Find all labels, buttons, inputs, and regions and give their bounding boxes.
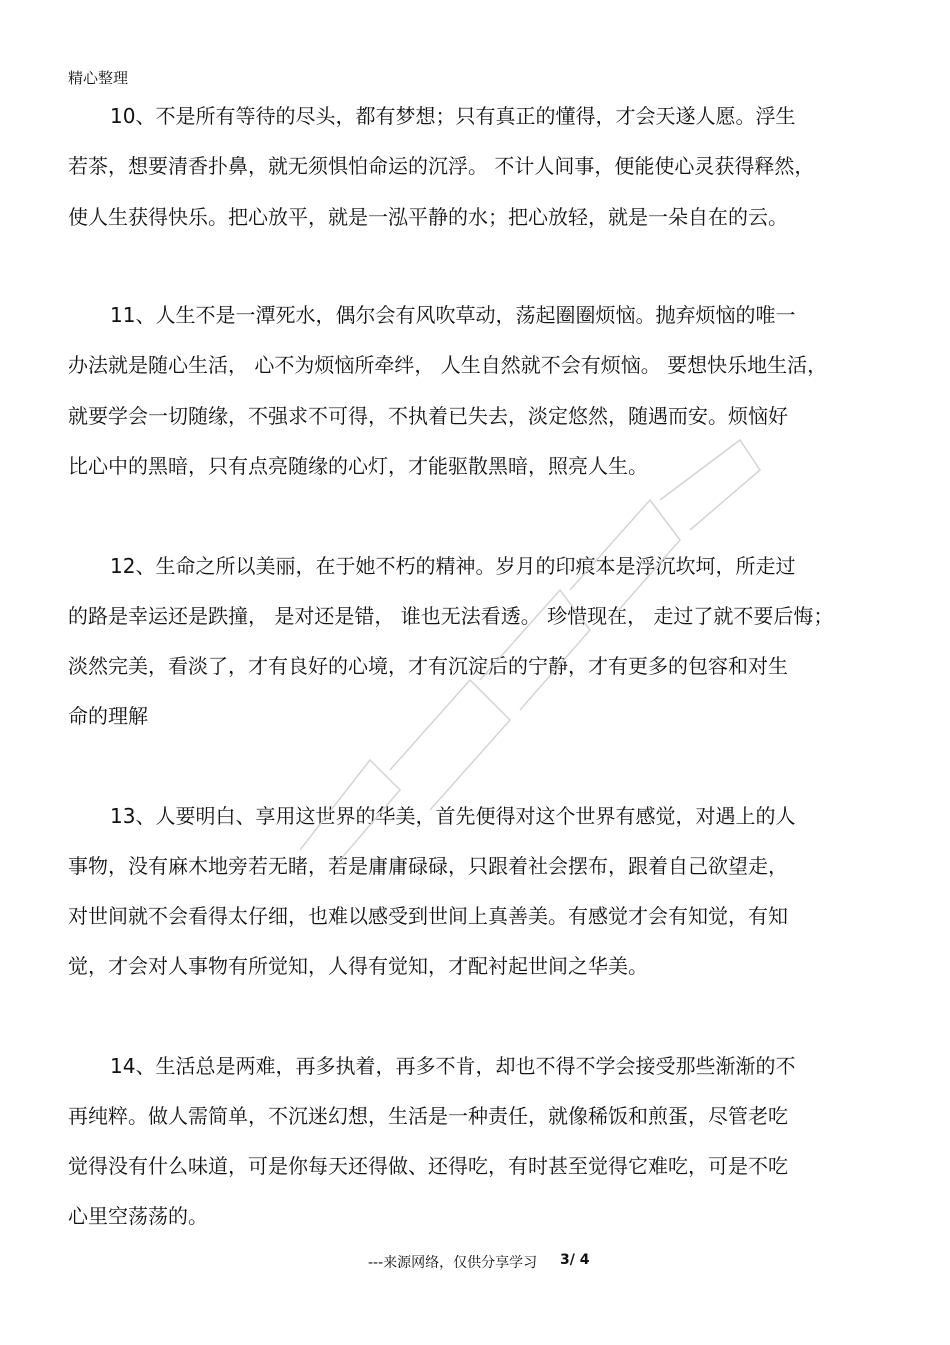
text-line: 对世间就不会看得太仔细，也难以感受到世间上真善美。有感觉才会有知觉，有知 [68, 904, 788, 928]
text-line: 再纯粹。做人需简单，不沉迷幻想，生活是一种责任，就像稀饭和煎蛋，尽管老吃 [68, 1104, 788, 1128]
text-line: 12、生命之所以美丽，在于她不朽的精神。岁月的印痕本是浮沉坎坷，所走过 [110, 554, 796, 578]
text-line: 淡然完美，看淡了，才有良好的心境，才有沉淀后的宁静，才有更多的包容和对生 [68, 654, 788, 678]
text-line: 的路是幸运还是跌撞， 是对还是错， 谁也无法看透。 珍惜现在， 走过了就不要后悔； [68, 604, 834, 628]
text-line: 觉，才会对人事物有所觉知，人得有觉知，才配衬起世间之华美。 [68, 954, 648, 978]
text-line: 办法就是随心生活， 心不为烦恼所牵绊， 人生自然就不会有烦恼。 要想快乐地生活， [68, 353, 828, 377]
text-line: 10、不是所有等待的尽头，都有梦想；只有真正的懂得，才会天遂人愿。浮生 [110, 104, 796, 128]
text-line: 比心中的黑暗，只有点亮随缘的心灯，才能驱散黑暗，照亮人生。 [68, 454, 648, 478]
page-number: 3/ 4 [560, 1252, 590, 1268]
text-line: 觉得没有什么味道，可是你每天还得做、还得吃，有时甚至觉得它难吃，可是不吃 [68, 1154, 788, 1178]
text-line: 14、生活总是两难，再多执着，再多不肯，却也不得不学会接受那些渐渐的不 [110, 1054, 796, 1078]
text-line: 事物，没有麻木地旁若无睹，若是庸庸碌碌，只跟着社会摆布，跟着自己欲望走， [68, 854, 788, 878]
text-line: 13、人要明白、享用这世界的华美，首先便得对这个世界有感觉，对遇上的人 [110, 804, 796, 828]
text-line: 心里空荡荡的。 [68, 1204, 208, 1228]
text-line: 若茶，想要清香扑鼻，就无须惧怕命运的沉浮。 不计人间事，便能使心灵获得释然， [68, 154, 815, 178]
text-line: 11、人生不是一潭死水，偶尔会有风吹草动，荡起圈圈烦恼。抛弃烦恼的唯一 [110, 303, 796, 327]
text-line: 就要学会一切随缘，不强求不可得，不执着已失去，淡定悠然，随遇而安。烦恼好 [68, 404, 788, 428]
footer-source: ---来源网络，仅供分享学习 [368, 1255, 538, 1271]
text-line: 使人生获得快乐。把心放平，就是一泓平静的水；把心放轻，就是一朵自在的云。 [68, 205, 788, 229]
text-line: 命的理解 [68, 704, 148, 728]
page-header: 精心整理 [68, 69, 129, 87]
